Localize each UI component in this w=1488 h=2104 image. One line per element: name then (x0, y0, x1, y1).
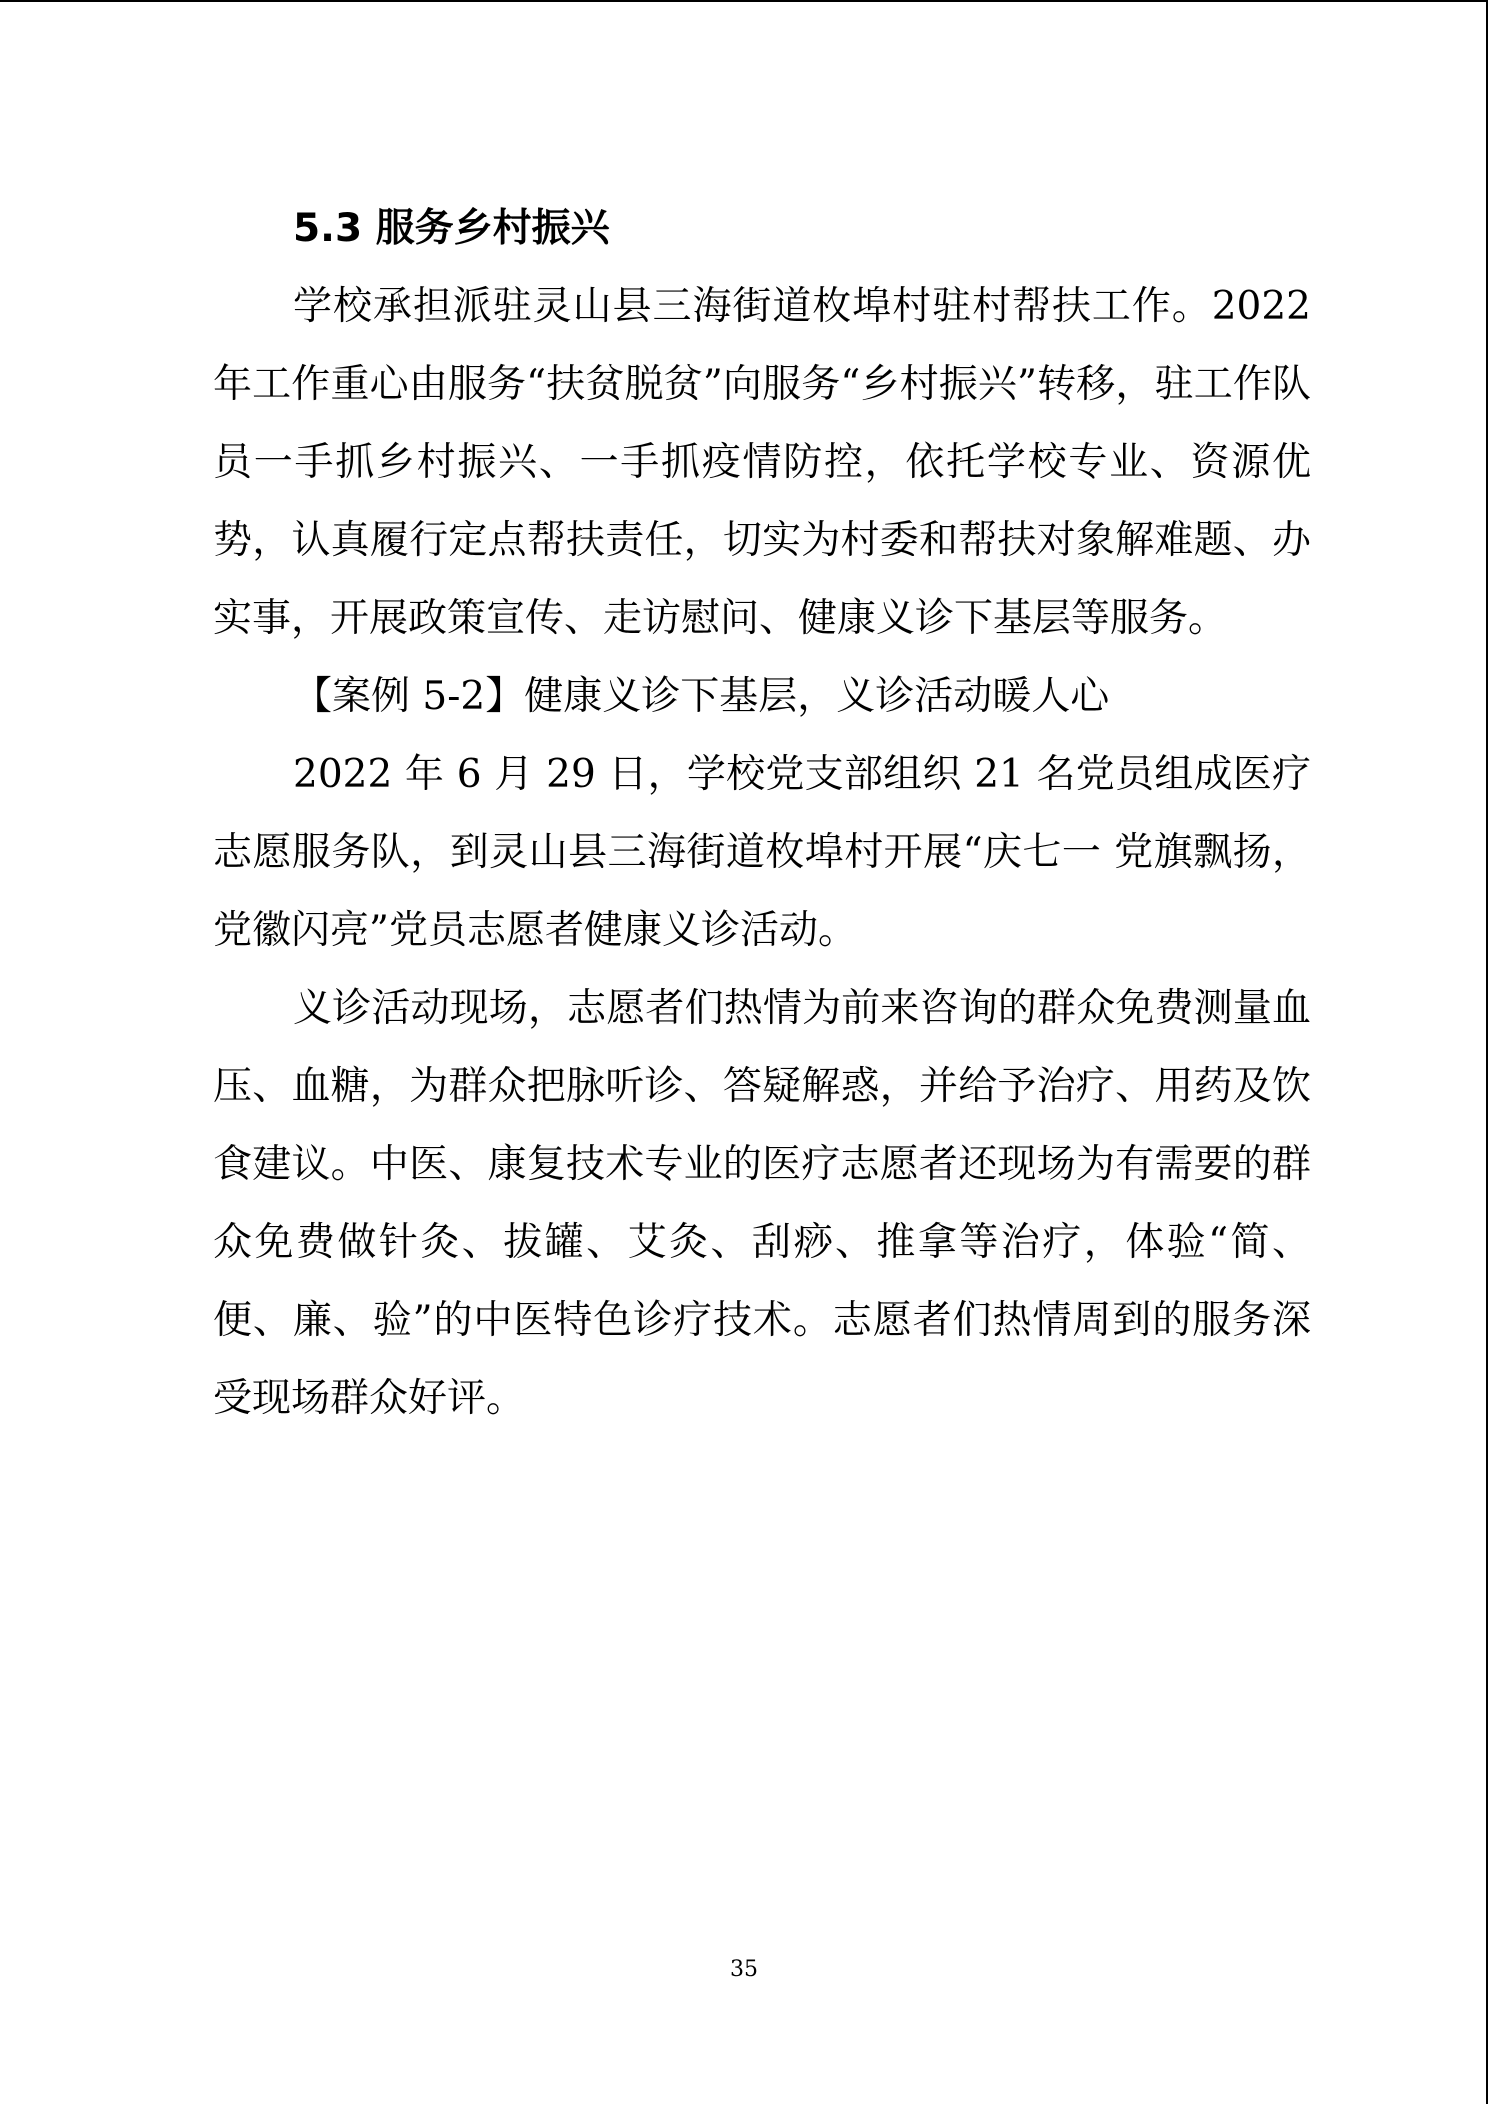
document-body (213, 190, 1311, 1438)
page-border-top (0, 0, 1488, 2)
section-heading: 5.3 服务乡村振兴 (293, 206, 610, 251)
page-number: 35 (730, 1957, 758, 1982)
case-paragraph-1: 2022 年 6 月 29 日，学校党支部组织 21 名党员组成医疗志愿服务队，到灵山县三海街道枚埠村开展“庆七一 党旗飘扬，党徽闪亮”党员志愿者健康义诊活动。 (213, 752, 1311, 953)
section-paragraph-1: 学校承担派驻灵山县三海街道枚埠村驻村帮扶工作。2022年工作重心由服务“扶贫脱贫”向服务“乡村振兴”转移，驻工作队员一手抓乡村振兴、一手抓疫情防控，依托学校专业、资源优势，认真履行定点帮扶责任，切实为村委和帮扶对象解难题、办实事，开展政策宣传、走访慰问、健康义诊下基层等服务。 (213, 284, 1311, 641)
case-title: 【案例 5-2】健康义诊下基层，义诊活动暖人心 (293, 674, 1110, 719)
case-paragraph-2: 义诊活动现场，志愿者们热情为前来咨询的群众免费测量血压、血糖，为群众把脉听诊、答疑解惑，并给予治疗、用药及饮食建议。中医、康复技术专业的医疗志愿者还现场为有需要的群众免费做针灸、拔罐、艾灸、刮痧、推拿等治疗，体验“简、便、廉、验”的中医特色诊疗技术。志愿者们热情周到的服务深受现场群众好评。 (213, 986, 1311, 1421)
